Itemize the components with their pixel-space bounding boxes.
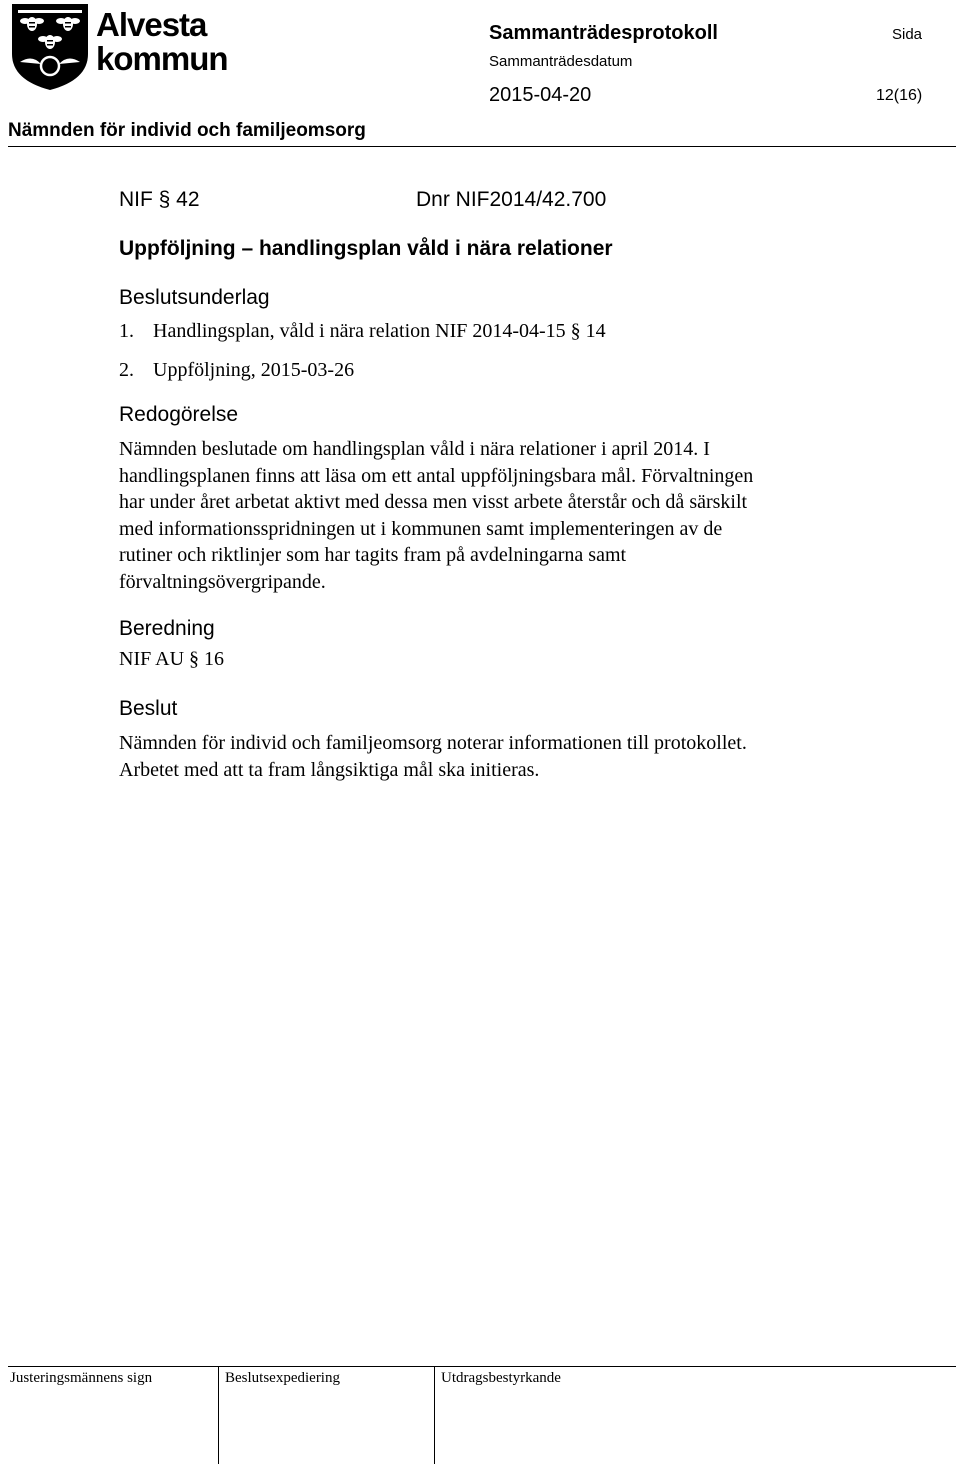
- meeting-date-label: Sammanträdesdatum: [489, 53, 633, 70]
- list-item-text: Uppföljning, 2015-03-26: [153, 359, 355, 381]
- footer-dispatch-label: Beslutsexpediering: [225, 1370, 340, 1386]
- list-item-number: 1.: [119, 320, 134, 342]
- heading-beslut: Beslut: [119, 697, 178, 720]
- logo-text-line1: Alvesta: [96, 6, 207, 43]
- heading-beslutsunderlag: Beslutsunderlag: [119, 286, 270, 309]
- beredning-text: NIF AU § 16: [119, 648, 225, 670]
- committee-name: Nämnden för individ och familjeomsorg: [8, 120, 366, 141]
- header-divider: [8, 146, 956, 147]
- meeting-date: 2015-04-20: [489, 84, 592, 106]
- document-title: Sammanträdesprotokoll: [489, 22, 718, 44]
- footer-column-divider: [218, 1366, 219, 1464]
- page-number: 12(16): [876, 87, 923, 104]
- footer-signature-label: Justeringsmännens sign: [10, 1370, 153, 1386]
- beslut-paragraph: Nämnden för individ och familjeomsorg noterar informationen till protokollet. Arbetet med att ta fram långsiktiga mål ska initieras.: [119, 732, 747, 781]
- heading-beredning: Beredning: [119, 617, 215, 640]
- footer-divider: [8, 1366, 956, 1367]
- coat-of-arms-icon: [10, 2, 250, 92]
- redogorelse-paragraph: Nämnden beslutade om handlingsplan våld i nära relationer i april 2014. I handlingsplanen finns att läsa om ett antal uppföljningsbara mål. Förvaltningen har under året arbetat aktivt med dessa men visst arbete återstår och då särskilt med informationsspridningen ut i kommunen samt implementeringen av de rutiner och riktlinjer som har tagits fram på avdelningarna samt förvaltningsövergripande.: [119, 438, 754, 593]
- beslutsunderlag-list: [119, 318, 606, 396]
- footer-column-divider: [434, 1366, 435, 1464]
- footer-certification-label: Utdragsbestyrkande: [441, 1370, 561, 1386]
- logo-text-line2: kommun: [96, 40, 228, 77]
- municipality-logo: [10, 2, 250, 92]
- page-label: Sida: [892, 26, 923, 43]
- case-number: NIF § 42: [119, 188, 200, 211]
- list-item: [119, 357, 606, 396]
- list-item: [119, 318, 606, 357]
- list-item-number: 2.: [119, 359, 134, 381]
- case-title: Uppföljning – handlingsplan våld i nära relationer: [119, 237, 613, 260]
- diary-number: Dnr NIF2014/42.700: [416, 188, 607, 211]
- heading-redogorelse: Redogörelse: [119, 403, 239, 426]
- list-item-text: Handlingsplan, våld i nära relation NIF 2014-04-15 § 14: [153, 320, 606, 342]
